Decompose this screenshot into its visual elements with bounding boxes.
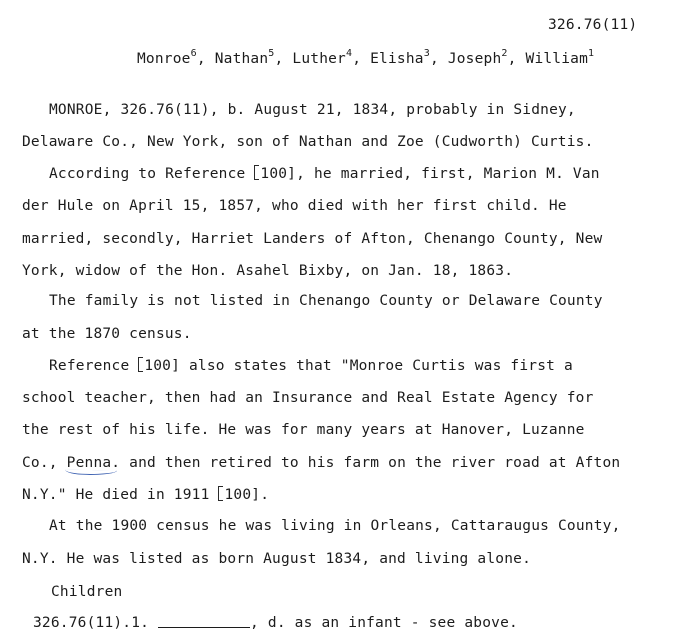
pen-underlined-word: Penna. bbox=[66, 455, 121, 471]
text-segment: Co., bbox=[22, 455, 67, 471]
lineage-name: Elisha bbox=[370, 51, 424, 67]
generation-number: 2 bbox=[501, 48, 508, 59]
text-line-11: the rest of his life. He was for many years at Hanover, Luzanne bbox=[22, 422, 585, 438]
text-segment: and then retired to his farm on the river road at Afton bbox=[120, 455, 621, 471]
children-heading: Children bbox=[51, 584, 123, 600]
text-line-14: At the 1900 census he was living in Orleans, Cattaraugus County, bbox=[49, 518, 621, 534]
generation-number: 1 bbox=[588, 48, 595, 59]
lineage-name: Joseph bbox=[447, 51, 502, 67]
lineage-name: William bbox=[525, 51, 589, 67]
lineage-name: Nathan bbox=[214, 51, 269, 67]
text-line-12 bbox=[22, 454, 620, 472]
child-entry bbox=[33, 614, 518, 632]
generation-number: 3 bbox=[423, 48, 430, 59]
bracket-mark bbox=[218, 486, 223, 501]
bracket-mark bbox=[138, 357, 143, 372]
reference-number: 326.76(11) bbox=[548, 17, 638, 33]
child-text: , d. as an infant - see above. bbox=[250, 615, 518, 631]
text-line-15: N.Y. He was listed as born August 1834, and living alone. bbox=[22, 551, 531, 567]
text-segment: N.Y." He died in 1911 bbox=[22, 487, 219, 503]
text-segment: 100], he married, first, Marion M. Van bbox=[260, 166, 600, 182]
text-line-5: married, secondly, Harriet Landers of Afton, Chenango County, New bbox=[22, 231, 603, 247]
generation-number: 5 bbox=[268, 48, 275, 59]
generation-number: 4 bbox=[346, 48, 353, 59]
child-reference: 326.76(11).1. bbox=[33, 615, 150, 631]
text-segment: According to Reference bbox=[49, 166, 255, 182]
generation-number: 6 bbox=[190, 48, 197, 59]
text-line-1: MONROE, 326.76(11), b. August 21, 1834, probably in Sidney, bbox=[49, 102, 576, 118]
lineage-name: Luther bbox=[292, 51, 346, 67]
text-line-2: Delaware Co., New York, son of Nathan and Zoe (Cudworth) Curtis. bbox=[22, 134, 594, 150]
text-line-9 bbox=[49, 357, 573, 375]
text-segment: Reference bbox=[49, 358, 139, 374]
text-segment: 100]. bbox=[224, 487, 270, 503]
text-line-13 bbox=[22, 486, 269, 504]
blank-name-line bbox=[158, 615, 250, 628]
text-segment: 100] also states that "Monroe Curtis was first a bbox=[144, 358, 573, 374]
lineage-name: Monroe bbox=[137, 51, 191, 67]
text-line-3 bbox=[49, 165, 600, 183]
text-line-10: school teacher, then had an Insurance and Real Estate Agency for bbox=[22, 390, 594, 406]
text-line-4: der Hule on April 15, 1857, who died with her first child. He bbox=[22, 198, 567, 214]
lineage-line: Monroe$^6$, Nathan$^5$, Luther$^4$, Elisha$^3$, Joseph$^2$, William$^1$ bbox=[137, 48, 595, 67]
text-line-8: at the 1870 census. bbox=[22, 326, 192, 342]
text-line-6: York, widow of the Hon. Asahel Bixby, on Jan. 18, 1863. bbox=[22, 263, 514, 279]
bracket-mark bbox=[254, 165, 259, 180]
text-line-7: The family is not listed in Chenango County or Delaware County bbox=[49, 293, 603, 309]
